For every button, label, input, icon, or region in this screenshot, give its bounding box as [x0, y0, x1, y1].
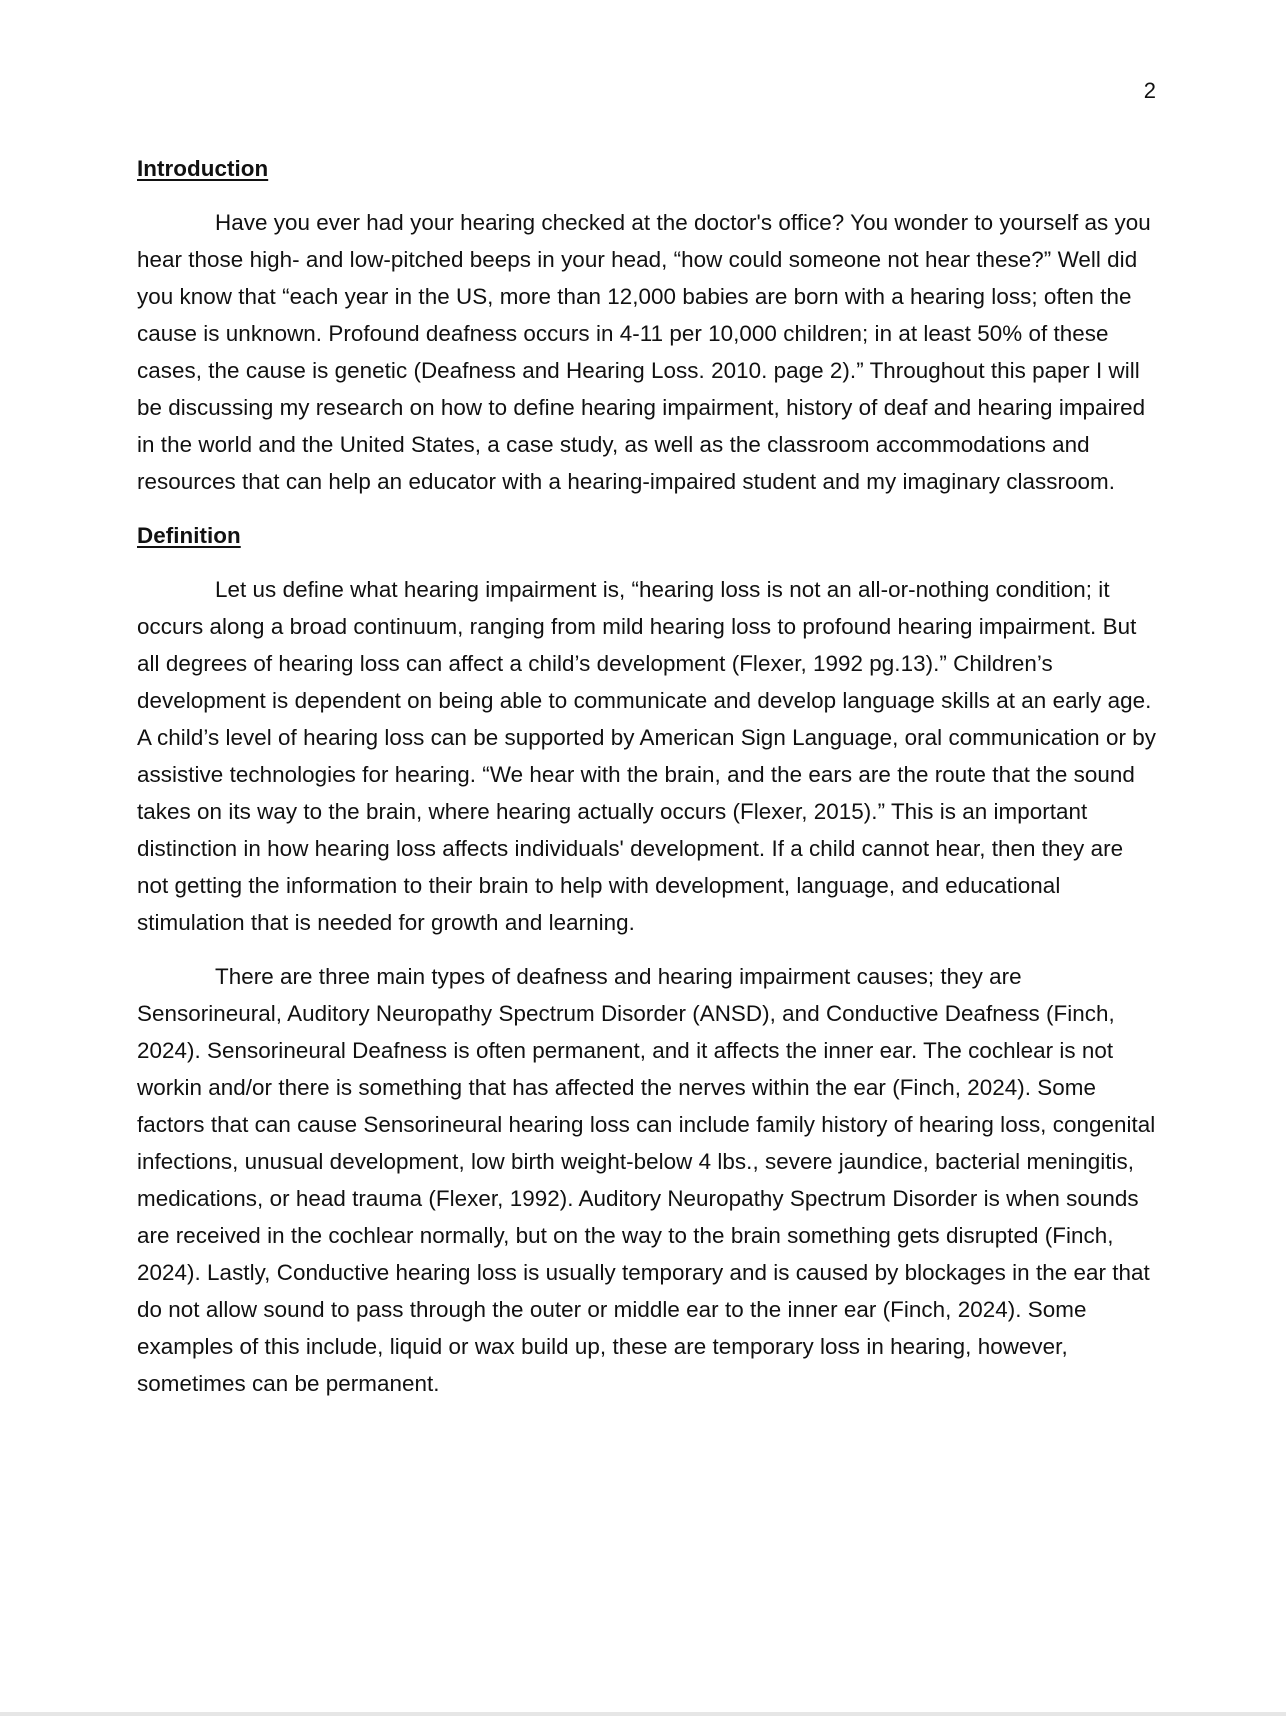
section-heading-introduction: Introduction [137, 156, 269, 181]
document-body [137, 150, 1159, 1419]
section-heading-definition: Definition [137, 523, 241, 548]
definition-paragraph-2: There are three main types of deafness and hearing impairment causes; they are Sensorineural, Auditory Neuropathy Spectrum Disorder (ANSD), and Conductive Deafness (Finch, 2024). Sensorineural Deafness is often permanent, and it affects the inner ear. The cochlear is not workin and/or there is something that has affected the nerves within the ear (Finch, 2024). Some factors that can cause Sensorineural hearing loss can include family history of hearing loss, congenital infections, unusual development, low birth weight-below 4 lbs., severe jaundice, bacterial meningitis, medications, or head trauma (Flexer, 1992). Auditory Neuropathy Spectrum Disorder is when sounds are received in the cochlear normally, but on the way to the brain something gets disrupted (Finch, 2024). Lastly, Conductive hearing loss is usually temporary and is caused by blockages in the ear that do not allow sound to pass through the outer or middle ear to the inner ear (Finch, 2024). Some examples of this include, liquid or wax build up, these are temporary loss in hearing, however, sometimes can be permanent. [137, 964, 1156, 1396]
page-number: 2 [1143, 78, 1156, 103]
page-bottom-edge [0, 1712, 1286, 1716]
introduction-paragraph: Have you ever had your hearing checked at the doctor's office? You wonder to yourself as you hear those high- and low-pitched beeps in your head, “how could someone not hear these?” Well did you know that “each year in the US, more than 12,000 babies are born with a hearing loss; often the cause is unknown. Profound deafness occurs in 4-11 per 10,000 children; in at least 50% of these cases, the cause is genetic (Deafness and Hearing Loss. 2010. page 2).” Throughout this paper I will be discussing my research on how to define hearing impairment, history of deaf and hearing impaired in the world and the United States, a case study, as well as the classroom accommodations and resources that can help an educator with a hearing-impaired student and my imaginary classroom. [137, 210, 1151, 494]
definition-paragraph-1: Let us define what hearing impairment is, “hearing loss is not an all-or-nothing condition; it occurs along a broad continuum, ranging from mild hearing loss to profound hearing impairment. But all degrees of hearing loss can affect a child’s development (Flexer, 1992 pg.13).” Children’s development is dependent on being able to communicate and develop language skills at an early age. A child’s level of hearing loss can be supported by American Sign Language, oral communication or by assistive technologies for hearing. “We hear with the brain, and the ears are the route that the sound takes on its way to the brain, where hearing actually occurs (Flexer, 2015).” This is an important distinction in how hearing loss affects individuals' development. If a child cannot hear, then they are not getting the information to their brain to help with development, language, and educational stimulation that is needed for growth and learning. [137, 577, 1156, 935]
